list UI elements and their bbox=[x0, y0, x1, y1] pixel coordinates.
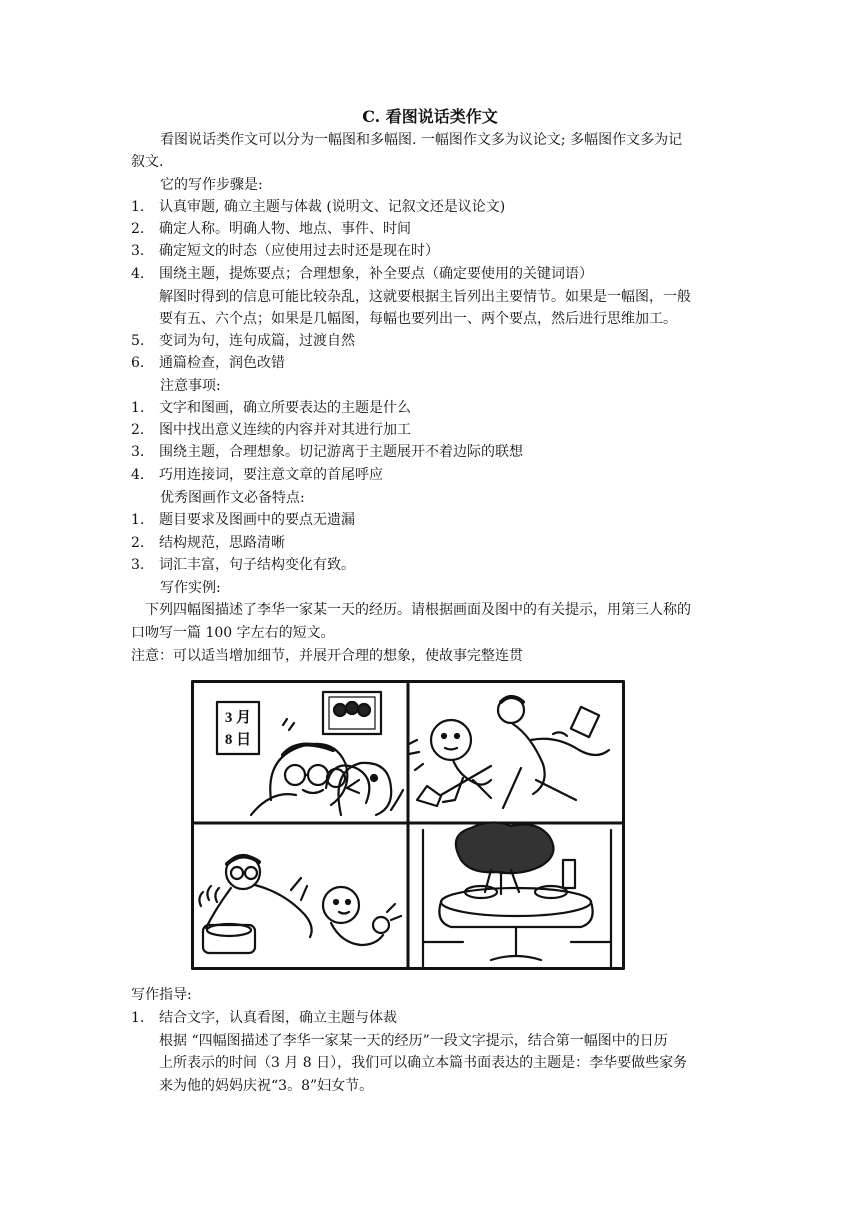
flower-bouquet bbox=[456, 822, 554, 873]
panel-4-dinner-table-scene bbox=[423, 822, 611, 968]
feature-item bbox=[131, 555, 355, 575]
feature-number: 2. bbox=[131, 535, 145, 551]
feature-text: 词汇丰富，句子结构变化有致。 bbox=[159, 557, 355, 573]
caution-item bbox=[131, 420, 411, 440]
step-item bbox=[131, 331, 355, 351]
intro-line-2: 叙文. bbox=[131, 154, 164, 170]
step-text: 认真审题, 确立主题与体裁 (说明文、记叙文还是议论文) bbox=[159, 199, 506, 215]
caution-text: 图中找出意义连续的内容并对其进行加工 bbox=[159, 422, 411, 438]
step-item bbox=[131, 241, 439, 261]
step-number: 4. bbox=[131, 266, 145, 282]
guidance-para-line-1: 根据 “四幅图描述了李华一家某一天的经历”一段文字提示，结合第一幅图中的日历 bbox=[159, 1033, 668, 1049]
caution-number: 1. bbox=[131, 400, 145, 416]
panel-3-cooking-scene bbox=[199, 855, 401, 953]
caution-text: 围绕主题，合理想象。切记游离于主题展开不着边际的联想 bbox=[159, 444, 523, 460]
feature-number: 3. bbox=[131, 557, 145, 573]
guidance-para-line-2: 上所表示的时间（3 月 8 日），我们可以确立本篇书面表达的主题是：李华要做些家务 bbox=[159, 1055, 688, 1071]
page-title: C. 看图说话类作文 bbox=[362, 107, 498, 126]
calendar-day: 8 日 bbox=[224, 732, 252, 748]
step-item bbox=[131, 264, 593, 284]
broom-head bbox=[417, 786, 441, 806]
guidance-item-text: 结合文字，认真看图，确立主题与体裁 bbox=[159, 1010, 397, 1026]
guidance-para-line-3: 来为他的妈妈庆祝“3。8”妇女节。 bbox=[159, 1078, 374, 1094]
step-text: 确定人称。明确人物、地点、事件、时间 bbox=[159, 221, 411, 237]
feature-text: 结构规范，思路清晰 bbox=[159, 535, 285, 551]
caution-text: 文字和图画，确立所要表达的主题是什么 bbox=[159, 400, 411, 416]
step-item bbox=[131, 219, 411, 239]
steps-note-line-1: 解图时得到的信息可能比较杂乱，这就要根据主旨列出主要情节。如果是一幅图，一般 bbox=[159, 289, 691, 305]
caution-text: 巧用连接词，要注意文章的首尾呼应 bbox=[159, 467, 383, 483]
step-text: 变词为句，连句成篇，过渡自然 bbox=[159, 333, 355, 349]
example-heading: 写作实例: bbox=[160, 580, 221, 596]
caution-number: 3. bbox=[131, 444, 145, 460]
caution-item bbox=[131, 442, 523, 462]
step-item bbox=[131, 353, 285, 373]
step-text: 通篇检查，润色改错 bbox=[159, 355, 285, 371]
step-number: 1. bbox=[131, 199, 145, 215]
steps-note-line-2: 要有五、六个点；如果是几幅图，每幅也要列出一、两个要点，然后进行思维加工。 bbox=[159, 311, 677, 327]
calendar-month: 3 月 bbox=[224, 710, 252, 726]
step-number: 6. bbox=[131, 355, 145, 371]
panel-2-sweeping-scene bbox=[409, 697, 609, 808]
caution-number: 2. bbox=[131, 422, 145, 438]
features-heading: 优秀图画作文必备特点: bbox=[160, 490, 305, 506]
example-line-1: 下列四幅图描述了李华一家某一天的经历。请根据画面及图中的有关提示，用第三人称的 bbox=[145, 602, 691, 618]
feature-text: 题目要求及图画中的要点无遗漏 bbox=[159, 512, 355, 528]
table-top bbox=[441, 888, 591, 916]
example-line-2: 口吻写一篇 100 字左右的短文。 bbox=[131, 625, 335, 641]
steps-heading: 它的写作步骤是: bbox=[160, 177, 263, 193]
caution-number: 4. bbox=[131, 467, 145, 483]
guidance-number: 1. bbox=[131, 1010, 145, 1026]
example-note: 注意：可以适当增加细节，并展开合理的想象，使故事完整连贯 bbox=[131, 648, 523, 664]
guidance-heading: 写作指导: bbox=[131, 987, 192, 1003]
step-text: 确定短文的时态（应使用过去时还是现在时） bbox=[159, 243, 439, 259]
caution-item bbox=[131, 398, 411, 418]
step-number: 3. bbox=[131, 243, 145, 259]
guidance-item bbox=[131, 1008, 397, 1028]
intro-line-1: 看图说话类作文可以分为一幅图和多幅图. 一幅图作文多为议论文; 多幅图作文多为记 bbox=[160, 132, 683, 148]
caution-item bbox=[131, 465, 383, 485]
step-number: 5. bbox=[131, 333, 145, 349]
cautions-heading: 注意事项: bbox=[160, 378, 221, 394]
step-item bbox=[131, 197, 505, 217]
feature-item bbox=[131, 533, 285, 553]
feature-number: 1. bbox=[131, 512, 145, 528]
step-text: 围绕主题，提炼要点；合理想象，补全要点（确定要使用的关键词语） bbox=[159, 266, 593, 282]
step-number: 2. bbox=[131, 221, 145, 237]
feature-item bbox=[131, 510, 355, 530]
four-panel-comic bbox=[191, 680, 625, 970]
stove bbox=[203, 925, 255, 953]
